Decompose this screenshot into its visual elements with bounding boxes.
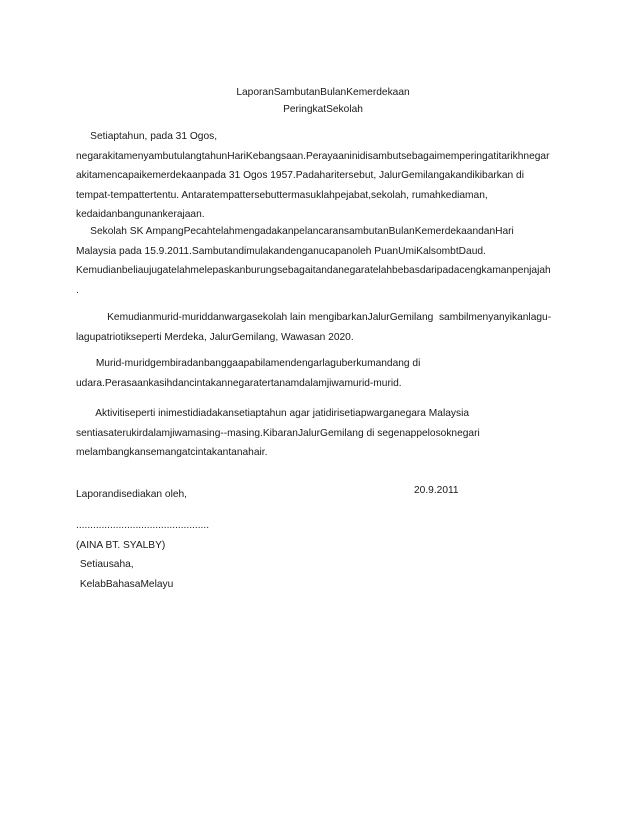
paragraph-line: tempat-tempattertentu. Antaratempattersebuttermasuklahpejabat,sekolah, rumahkediaman, (76, 189, 488, 201)
report-date: 20.9.2011 (414, 485, 459, 496)
report-title (0, 84, 638, 118)
paragraph-line: lagupatriotikseperti Merdeka, JalurGemilang, Wawasan 2020. (76, 331, 354, 343)
paragraph-line: Kemudianbeliaujugatelahmelepaskanburungsebagaitandanegaratelahbebasdaripadacengkamanpenjajah (76, 265, 551, 277)
paragraph-line: Kemudianmurid-muriddanwargasekolah lain mengibarkanJalurGemilang sambilmenyanyikanlagu- (76, 312, 552, 323)
paragraph-line: . (76, 284, 79, 296)
signatory-organization: KelabBahasaMelayu (77, 578, 174, 590)
paragraph-line: Murid-muridgembiradanbanggaapabilamendengarlaguberkumandang di (76, 358, 421, 369)
paragraph-line: sentiasaterukirdalamjiwamasing--masing.KibaranJalurGemilang di segenappelosoknegari (76, 427, 480, 439)
title-line-2: PeringkatSekolah (283, 104, 363, 115)
paragraph-line: udara.Perasaankasihdancintakannegaratertanamdalamjiwamurid-murid. (76, 377, 402, 389)
paragraph-4 (76, 354, 566, 393)
paragraph-line: negarakitamenyambutulangtahunHariKebangsaan.Perayaaninidisambutsebagaimemperingatitarikhnegar (76, 150, 550, 162)
paragraph-line: Aktivitiseperti inimestidiadakansetiaptahun agar jatidirisetiapwarganegara Malaysia (76, 408, 469, 419)
paragraph-line: kedaidanbangunankerajaan. (76, 209, 205, 221)
paragraph-line: Sekolah SK AmpangPecahtelahmengadakanpelancaransambutanBulanKemerdekaandanHari (76, 226, 514, 237)
prepared-by-label: Laporandisediakan oleh, (76, 489, 188, 500)
signature-line: ............................................... (76, 520, 210, 531)
paragraph-line: Malaysia pada 15.9.2011.Sambutandimulakandenganucapanoleh PuanUmiKalsombtDaud. (76, 245, 486, 257)
paragraph-line: Setiaptahun, pada 31 Ogos, (76, 131, 218, 142)
signatory-role: Setiausaha, (77, 559, 134, 570)
paragraph-line: melambangkansemangatcintakantanahair. (76, 447, 268, 459)
title-line-1: LaporanSambutanBulanKemerdekaan (236, 87, 410, 98)
signature-block (76, 516, 209, 594)
paragraph-2 (76, 222, 566, 300)
signatory-name: (AINA BT. SYALBY) (76, 539, 166, 551)
paragraph-1 (76, 127, 566, 225)
paragraph-5 (76, 404, 566, 463)
paragraph-3 (76, 308, 566, 347)
paragraph-line: akitamencapaikemerdekaanpada 31 Ogos 1957.Padaharitersebut, JalurGemilangakandikibarkan di (76, 170, 524, 182)
